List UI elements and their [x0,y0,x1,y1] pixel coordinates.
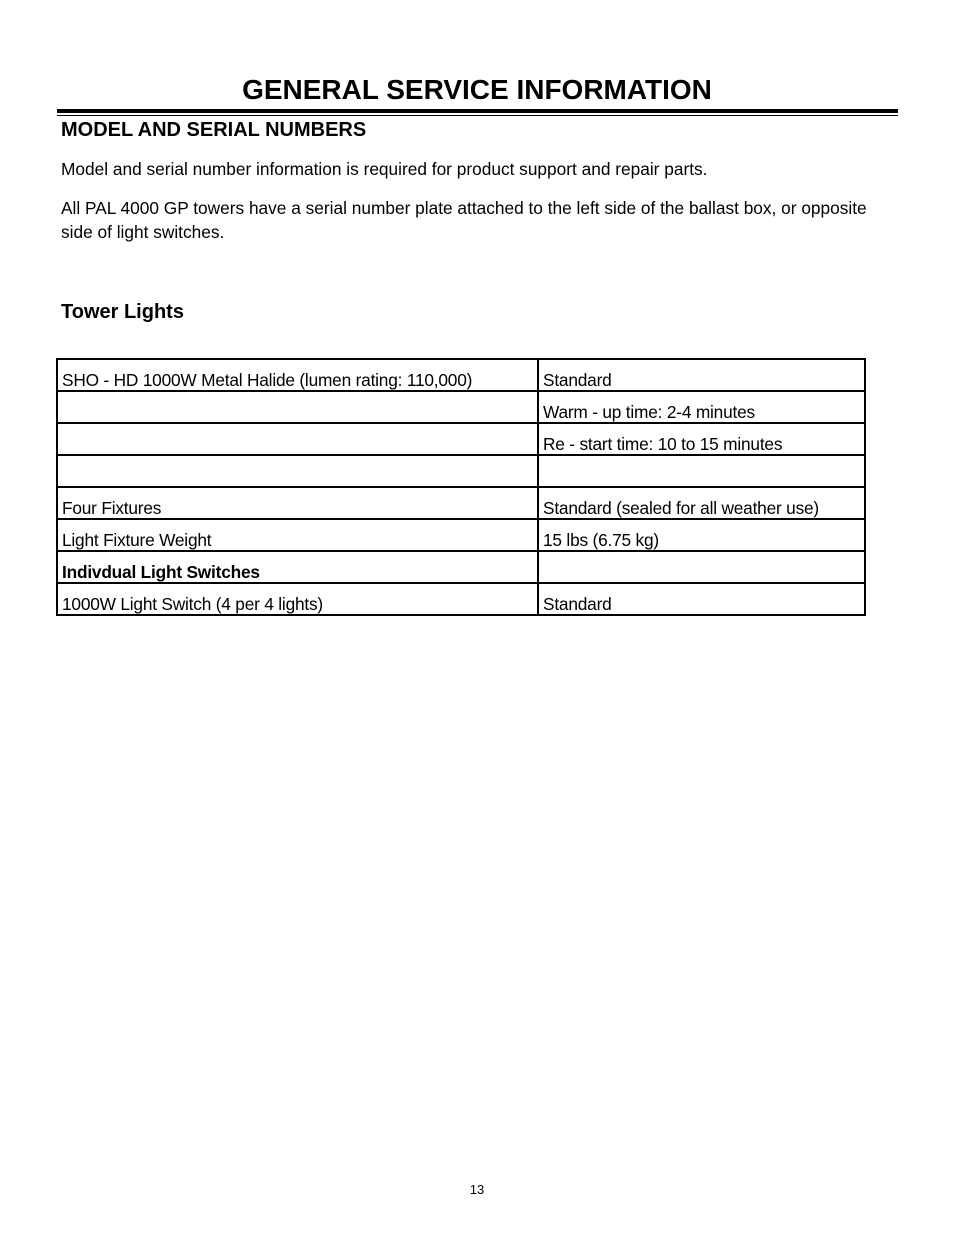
section-heading-model-serial: MODEL AND SERIAL NUMBERS [61,119,367,141]
spec-value: 15 lbs (6.75 kg) [538,519,865,551]
model-serial-paragraph-1: Model and serial number information is required for product support and repair parts. [61,159,708,179]
spec-value [538,455,865,487]
table-row [57,455,865,487]
page-title: GENERAL SERVICE INFORMATION [242,74,712,105]
tower-lights-table [56,358,866,616]
table-row [57,583,865,615]
spec-label [57,391,538,423]
spec-value: Standard [538,359,865,391]
spec-label [57,423,538,455]
spec-value: Standard (sealed for all weather use) [538,487,865,519]
page-number: 13 [469,1182,485,1197]
spec-label: Four Fixtures [57,487,538,519]
spec-label: Indivdual Light Switches [57,551,538,583]
spec-value: Warm - up time: 2-4 minutes [538,391,865,423]
spec-value [538,551,865,583]
spec-label: SHO - HD 1000W Metal Halide (lumen rating: 110,000) [57,359,538,391]
spec-value: Re - start time: 10 to 15 minutes [538,423,865,455]
table-row [57,423,865,455]
spec-label: Light Fixture Weight [57,519,538,551]
title-divider [57,109,898,113]
table-row [57,519,865,551]
table-row [57,551,865,583]
title-divider-thin [57,115,898,116]
spec-label [57,455,538,487]
table-row [57,359,865,391]
spec-label: 1000W Light Switch (4 per 4 lights) [57,583,538,615]
spec-value: Standard [538,583,865,615]
model-serial-paragraph-2: All PAL 4000 GP towers have a serial number plate attached to the left side of the ballast box, or opposite side of light switches. [61,198,867,242]
table-row [57,487,865,519]
section-heading-tower-lights: Tower Lights [61,301,184,323]
table-row [57,391,865,423]
